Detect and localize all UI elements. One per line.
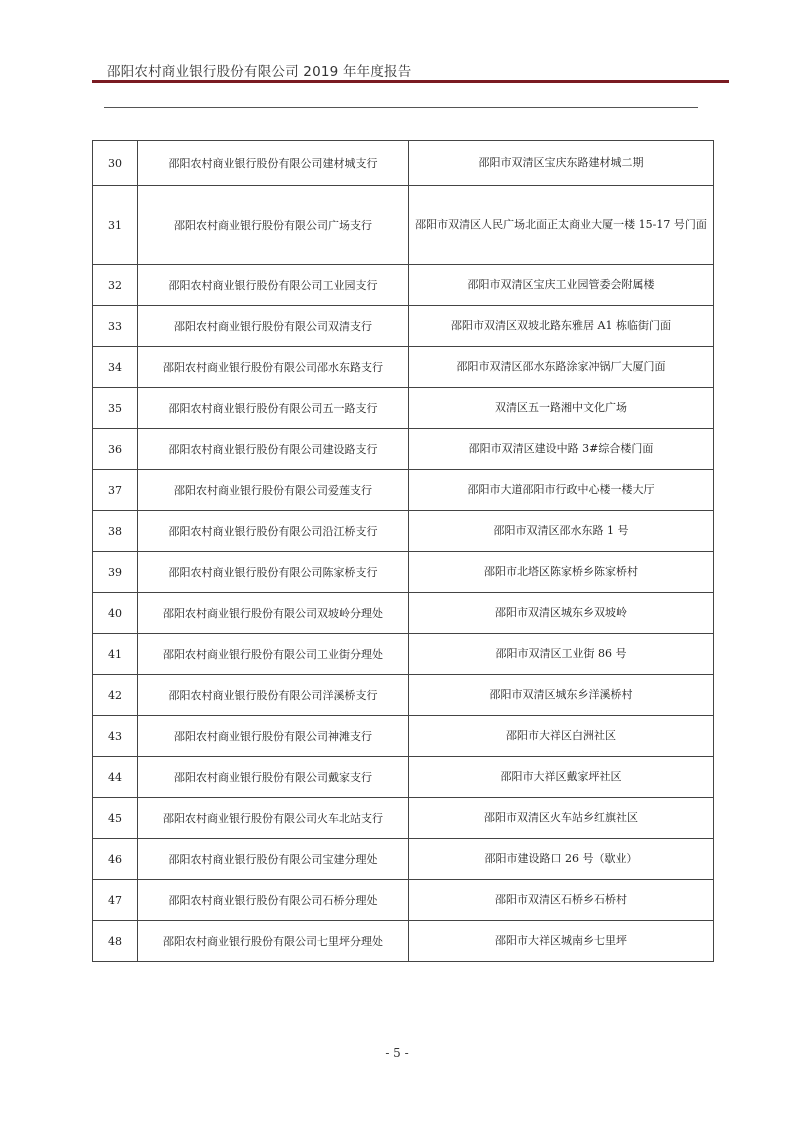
branch-address: 邵阳市双清区邵水东路涂家冲锅厂大厦门面 [409, 347, 714, 388]
table-row [93, 921, 714, 962]
table-row [93, 141, 714, 186]
branch-address: 双清区五一路湘中文化广场 [409, 388, 714, 429]
table-row [93, 757, 714, 798]
table-row [93, 839, 714, 880]
branch-name: 邵阳农村商业银行股份有限公司工业街分理处 [138, 634, 409, 675]
branch-name: 邵阳农村商业银行股份有限公司工业园支行 [138, 265, 409, 306]
row-index: 48 [93, 921, 138, 962]
row-index: 32 [93, 265, 138, 306]
branch-name: 邵阳农村商业银行股份有限公司双坡岭分理处 [138, 593, 409, 634]
table-row [93, 675, 714, 716]
table-row [93, 306, 714, 347]
table-row [93, 388, 714, 429]
branch-table [92, 140, 714, 962]
row-index: 47 [93, 880, 138, 921]
branch-address: 邵阳市双清区工业街 86 号 [409, 634, 714, 675]
row-index: 31 [93, 186, 138, 265]
report-header: 邵阳农村商业银行股份有限公司 2019 年年度报告 [107, 64, 412, 80]
row-index: 44 [93, 757, 138, 798]
table-row [93, 186, 714, 265]
branch-address: 邵阳市北塔区陈家桥乡陈家桥村 [409, 552, 714, 593]
branch-name: 邵阳农村商业银行股份有限公司广场支行 [138, 186, 409, 265]
branch-name: 邵阳农村商业银行股份有限公司邵水东路支行 [138, 347, 409, 388]
branch-name: 邵阳农村商业银行股份有限公司沿江桥支行 [138, 511, 409, 552]
table-row [93, 552, 714, 593]
row-index: 40 [93, 593, 138, 634]
branch-name: 邵阳农村商业银行股份有限公司五一路支行 [138, 388, 409, 429]
row-index: 43 [93, 716, 138, 757]
row-index: 34 [93, 347, 138, 388]
branch-address: 邵阳市双清区石桥乡石桥村 [409, 880, 714, 921]
table-row [93, 798, 714, 839]
branch-address: 邵阳市双清区城东乡洋溪桥村 [409, 675, 714, 716]
branch-name: 邵阳农村商业银行股份有限公司火车北站支行 [138, 798, 409, 839]
branch-address: 邵阳市大道邵阳市行政中心楼一楼大厅 [409, 470, 714, 511]
table-row [93, 511, 714, 552]
header-underline [104, 107, 698, 108]
branch-address: 邵阳市双清区宝庆工业园管委会附属楼 [409, 265, 714, 306]
row-index: 33 [93, 306, 138, 347]
row-index: 42 [93, 675, 138, 716]
branch-address: 邵阳市双清区城东乡双坡岭 [409, 593, 714, 634]
row-index: 35 [93, 388, 138, 429]
page-number: - 5 - [385, 1046, 409, 1060]
branch-address: 邵阳市大祥区戴家坪社区 [409, 757, 714, 798]
table-row [93, 880, 714, 921]
row-index: 39 [93, 552, 138, 593]
row-index: 46 [93, 839, 138, 880]
branch-address: 邵阳市大祥区城南乡七里坪 [409, 921, 714, 962]
table-row [93, 470, 714, 511]
branch-name: 邵阳农村商业银行股份有限公司爱莲支行 [138, 470, 409, 511]
table-row [93, 593, 714, 634]
table-row [93, 265, 714, 306]
branch-address: 邵阳市双清区建设中路 3#综合楼门面 [409, 429, 714, 470]
table-row [93, 347, 714, 388]
table-row [93, 716, 714, 757]
branch-address: 邵阳市双清区火车站乡红旗社区 [409, 798, 714, 839]
branch-name: 邵阳农村商业银行股份有限公司建设路支行 [138, 429, 409, 470]
branch-name: 邵阳农村商业银行股份有限公司神滩支行 [138, 716, 409, 757]
table-row [93, 429, 714, 470]
branch-address: 邵阳市大祥区白洲社区 [409, 716, 714, 757]
row-index: 45 [93, 798, 138, 839]
branch-address: 邵阳市双清区邵水东路 1 号 [409, 511, 714, 552]
row-index: 30 [93, 141, 138, 186]
row-index: 36 [93, 429, 138, 470]
branch-address: 邵阳市双清区人民广场北面正太商业大厦一楼 15-17 号门面 [409, 186, 714, 265]
row-index: 37 [93, 470, 138, 511]
branch-name: 邵阳农村商业银行股份有限公司石桥分理处 [138, 880, 409, 921]
row-index: 38 [93, 511, 138, 552]
branch-name: 邵阳农村商业银行股份有限公司洋溪桥支行 [138, 675, 409, 716]
header-rule [92, 80, 729, 83]
branch-name: 邵阳农村商业银行股份有限公司戴家支行 [138, 757, 409, 798]
branch-name: 邵阳农村商业银行股份有限公司宝建分理处 [138, 839, 409, 880]
branch-address: 邵阳市双清区双坡北路东雅居 A1 栋临街门面 [409, 306, 714, 347]
branch-name: 邵阳农村商业银行股份有限公司建材城支行 [138, 141, 409, 186]
table-row [93, 634, 714, 675]
branch-address: 邵阳市双清区宝庆东路建材城二期 [409, 141, 714, 186]
row-index: 41 [93, 634, 138, 675]
branch-name: 邵阳农村商业银行股份有限公司双清支行 [138, 306, 409, 347]
branch-name: 邵阳农村商业银行股份有限公司陈家桥支行 [138, 552, 409, 593]
branch-address: 邵阳市建设路口 26 号（歇业） [409, 839, 714, 880]
branch-name: 邵阳农村商业银行股份有限公司七里坪分理处 [138, 921, 409, 962]
